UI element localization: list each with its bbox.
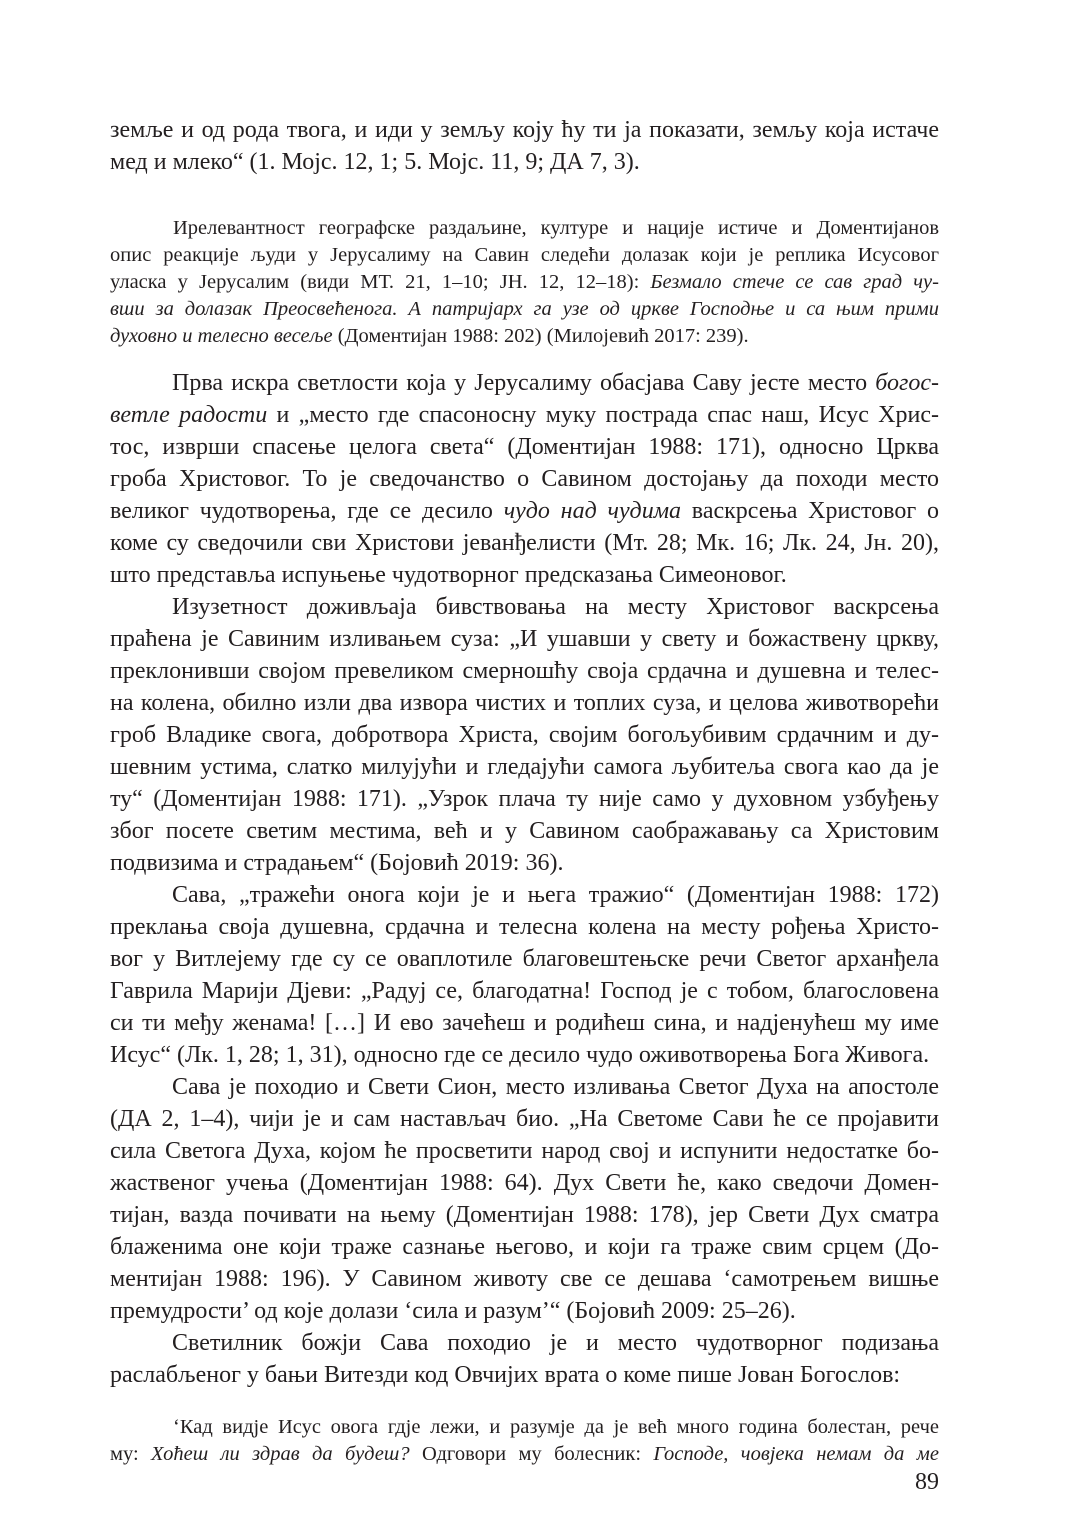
- text-line: [110, 462, 939, 496]
- text-line: шевним устима, слатко милујући и гледајући самога љубитеља свога као да је: [110, 754, 939, 780]
- text-line: Сава је походио и Свети Сион, место изливања Светог Духа на апостоле: [172, 1074, 939, 1100]
- text-segment: коме су сведочили сви Христови јеванђелисти (Мт. 28; Мк. 16; Лк. 24, Јн. 20),: [110, 530, 939, 556]
- quote-line: [110, 241, 939, 269]
- quote-italic-segment: вши за долазак Преосвећенога. А патријарх га узе од цркве Господње и са њим прими: [110, 298, 939, 320]
- text-line: [110, 430, 939, 464]
- quote-italic-segment: духовно и телесно весеље: [110, 325, 333, 347]
- text-line: праћена је Савиним изливањем суза: „И ушавши у свету и божаствену цркву,: [110, 626, 939, 652]
- text-line: ментијан 1988: 196). У Савином животу све се дешава ‘самотрењем вишње: [110, 1266, 939, 1292]
- text-line: мед и млеко“ (1. Мојс. 12, 1; 5. Мојс. 11, 9; ДА 7, 3).: [110, 149, 640, 175]
- quote-italic-segment: Господе, човјека немам да ме: [653, 1443, 939, 1465]
- text-line: гроб Владике свога, добротвора Христа, својим богољубивим срдачним и ду-: [110, 722, 939, 748]
- text-line: (ДА 2, 1–4), чији је и сам настављач био. „На Светоме Сави ће се пројавити: [110, 1106, 939, 1132]
- quote-italic-segment: Хоћеш ли здрав да будеш?: [151, 1443, 410, 1465]
- text-line: [110, 398, 939, 432]
- quote-line: [110, 322, 939, 350]
- quote-segment: Ирелевантност географске раздаљине, културе и нације истиче и Доментијанов: [173, 217, 939, 239]
- text-line: Светилник божји Сава походио је и место чудотворног подизања: [172, 1330, 939, 1356]
- quote-segment: ‘Кад видје Исус овога гдје лежи, и разумје да је већ много година болестан, рече: [173, 1416, 939, 1438]
- text-segment: и „место где спасоносну муку пострада спас наш, Исус Хрис-: [267, 402, 939, 428]
- text-line: раслабљеног у бањи Витезди код Овчијих врата о коме пише Јован Богослов:: [110, 1362, 901, 1388]
- quote-segment: уласка у Јерусалим (види МТ. 21, 1–10; ЈН. 12, 12–18):: [110, 271, 651, 293]
- text-line: на колена, обилно изли два извора чистих и топлих суза, и целова животворећи: [110, 690, 939, 716]
- quote-segment: му:: [110, 1443, 152, 1465]
- text-line: ту“ (Доментијан 1988: 171). „Узрок плача ту није само у духовном узбуђењу: [110, 786, 939, 812]
- text-line: си ти међу женама! […] И ево зачећеш и родићеш сина, и надјенућеш му име: [110, 1010, 939, 1036]
- quote-line: [110, 1440, 939, 1468]
- text-line: због посете светим местима, већ и у Савином саображавању са Христовим: [110, 818, 939, 844]
- quote-italic-segment: Безмало стече се сав град чу-: [650, 271, 939, 293]
- text-line: премудрости’ од које долази ‘сила и разум’“ (Бојовић 2009: 25–26).: [110, 1298, 796, 1324]
- text-line: Исус“ (Лк. 1, 28; 1, 31), односно где се десило чудо оживотворења Бога Живога.: [110, 1042, 930, 1068]
- quote-line: [110, 268, 939, 296]
- text-line: жаственог учења (Доментијан 1988: 64). Дух Свети ће, како сведочи Домен-: [110, 1170, 939, 1196]
- text-line: блаженима оне који траже сазнање његово, и који га траже свим срцем (До-: [110, 1234, 939, 1260]
- quote-line: [110, 295, 939, 323]
- italic-segment: богос-: [875, 370, 939, 396]
- text-segment: великог чудотворења, где се десило: [110, 498, 504, 524]
- quote-segment: Одговори му болесник:: [409, 1443, 654, 1465]
- quote-line: [173, 214, 939, 242]
- text-segment: гроба Христовог. То је сведочанство о Савином достојању да походи место: [110, 466, 939, 492]
- text-line: подвизима и страдањем“ (Бојовић 2019: 36).: [110, 850, 564, 876]
- text-segment: Прва искра светлости која у Јерусалиму обасјава Саву јесте место: [172, 370, 876, 396]
- text-line: преклонивши својом превеликом смерношћу своја срдачна и душевна и телес-: [110, 658, 939, 684]
- quote-segment: опис реакције људи у Јерусалиму на Савин следећи долазак који је реплика Исусовог: [110, 244, 939, 266]
- italic-segment: ветле радости: [110, 402, 268, 428]
- text-line: преклања своја душевна, срдачна и телесна колена на месту рођења Христо-: [110, 914, 939, 940]
- text-line: [110, 526, 939, 560]
- text-line: [172, 366, 939, 400]
- text-line: [110, 494, 939, 528]
- text-line: вог у Витлејему где су се оваплотиле благовештењске речи Светог арханђела: [110, 946, 939, 972]
- text-line: Гаврила Марији Дјеви: „Радуј се, благодатна! Господ је с тобом, благословена: [110, 978, 939, 1004]
- text-segment: што представља испуњење чудотворног предсказања Симеоновог.: [110, 562, 787, 588]
- text-segment: тос, изврши спасење целога света“ (Доментијан 1988: 171), односно Црква: [110, 434, 939, 460]
- page-number: 89: [915, 1469, 939, 1495]
- italic-segment: чудо над чудима: [503, 498, 682, 524]
- text-segment: васкрсења Христовог о: [681, 498, 939, 524]
- text-line: [110, 558, 939, 592]
- quote-line: [173, 1413, 939, 1441]
- text-line: Изузетност доживљаја бивствовања на месту Христовог васкрсења: [172, 594, 939, 620]
- text-line: сила Светога Духа, којом ће просветити народ свој и испунити недостатке бо-: [110, 1138, 939, 1164]
- text-line: земље и од рода твога, и иди у земљу коју ћу ти ја показати, земљу која истаче: [110, 117, 939, 143]
- text-line: тијан, вазда почивати на њему (Доментијан 1988: 178), јер Свети Дух сматра: [110, 1202, 939, 1228]
- text-line: Сава, „тражећи онога који је и њега тражио“ (Доментијан 1988: 172): [172, 882, 939, 908]
- quote-segment: (Доментијан 1988: 202) (Милојевић 2017: 239).: [332, 325, 749, 347]
